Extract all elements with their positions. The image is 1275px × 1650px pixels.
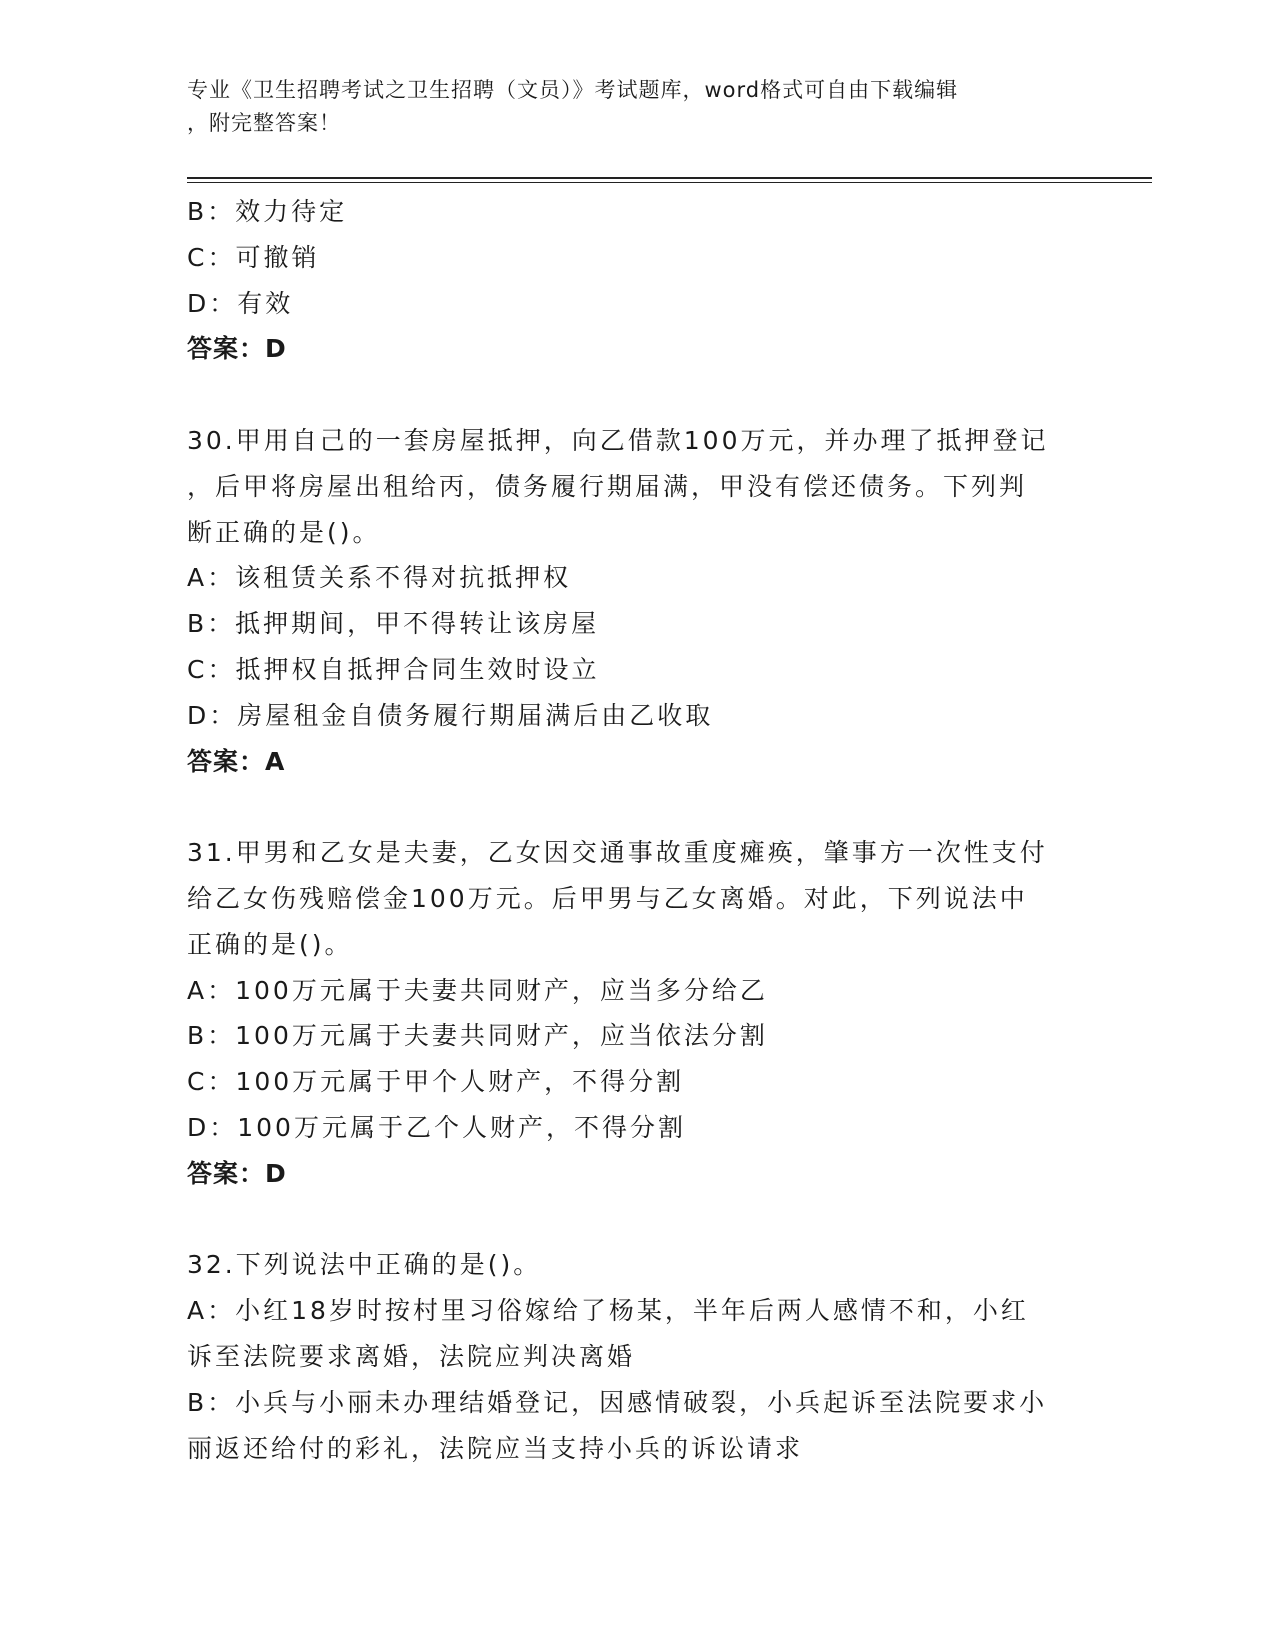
option-d: D：有效 [187, 288, 294, 318]
option-b: B：抵押期间，甲不得转让该房屋 [187, 609, 600, 639]
option-b: B：效力待定 [187, 197, 348, 226]
option-a: A：100万元属于夫妻共同财产，应当多分给乙 [187, 975, 768, 1005]
option-b-continued: 丽返还给付的彩礼，法院应当支持小兵的诉讼请求 [187, 1433, 804, 1463]
option-c: C：可撤销 [187, 242, 320, 272]
question-stem-line: 给乙女伤残赔偿金100万元。后甲男与乙女离婚。对此，下列说法中 [187, 883, 1028, 913]
header-line-2: ，附完整答案！ [187, 111, 341, 135]
option-c: C：抵押权自抵押合同生效时设立 [187, 654, 600, 684]
answer: 答案：D [187, 1158, 287, 1188]
option-b: B：100万元属于夫妻共同财产，应当依法分割 [187, 1021, 768, 1051]
option-a: A：该租赁关系不得对抗抵押权 [187, 563, 572, 593]
question-stem-line: 31.甲男和乙女是夫妻，乙女因交通事故重度瘫痪，肇事方一次性支付 [187, 838, 1048, 868]
answer: 答案：A [187, 746, 286, 776]
question-stem-line: ，后甲将房屋出租给丙，债务履行期届满，甲没有偿还债务。下列判 [187, 471, 1028, 501]
option-d: D：房屋租金自债务履行期届满后由乙收取 [187, 700, 714, 730]
question-stem-line: 断正确的是()。 [187, 517, 381, 547]
document-body [187, 189, 1087, 1471]
header-rule-thin [187, 182, 1152, 183]
question-stem-line: 正确的是()。 [187, 929, 353, 959]
header-line-1: 专业《卫生招聘考试之卫生招聘（文员）》考试题库，word格式可自由下载编辑 [187, 78, 959, 102]
option-a: A：小红18岁时按村里习俗嫁给了杨某，半年后两人感情不和，小红 [187, 1296, 1029, 1326]
question-stem-line: 30.甲用自己的一套房屋抵押，向乙借款100万元，并办理了抵押登记 [187, 425, 1049, 455]
document-header [187, 74, 1087, 140]
answer: 答案：D [187, 334, 287, 364]
question-30 [187, 418, 1087, 784]
question-stem-line: 32.下列说法中正确的是()。 [187, 1250, 542, 1280]
question-32 [187, 1242, 1087, 1471]
question-31 [187, 830, 1087, 1196]
option-b: B：小兵与小丽未办理结婚登记，因感情破裂，小兵起诉至法院要求小 [187, 1387, 1048, 1417]
option-a-continued: 诉至法院要求离婚，法院应判决离婚 [187, 1341, 636, 1371]
option-c: C：100万元属于甲个人财产，不得分割 [187, 1067, 685, 1097]
option-d: D：100万元属于乙个人财产，不得分割 [187, 1112, 686, 1142]
header-rule-thick [187, 177, 1152, 179]
